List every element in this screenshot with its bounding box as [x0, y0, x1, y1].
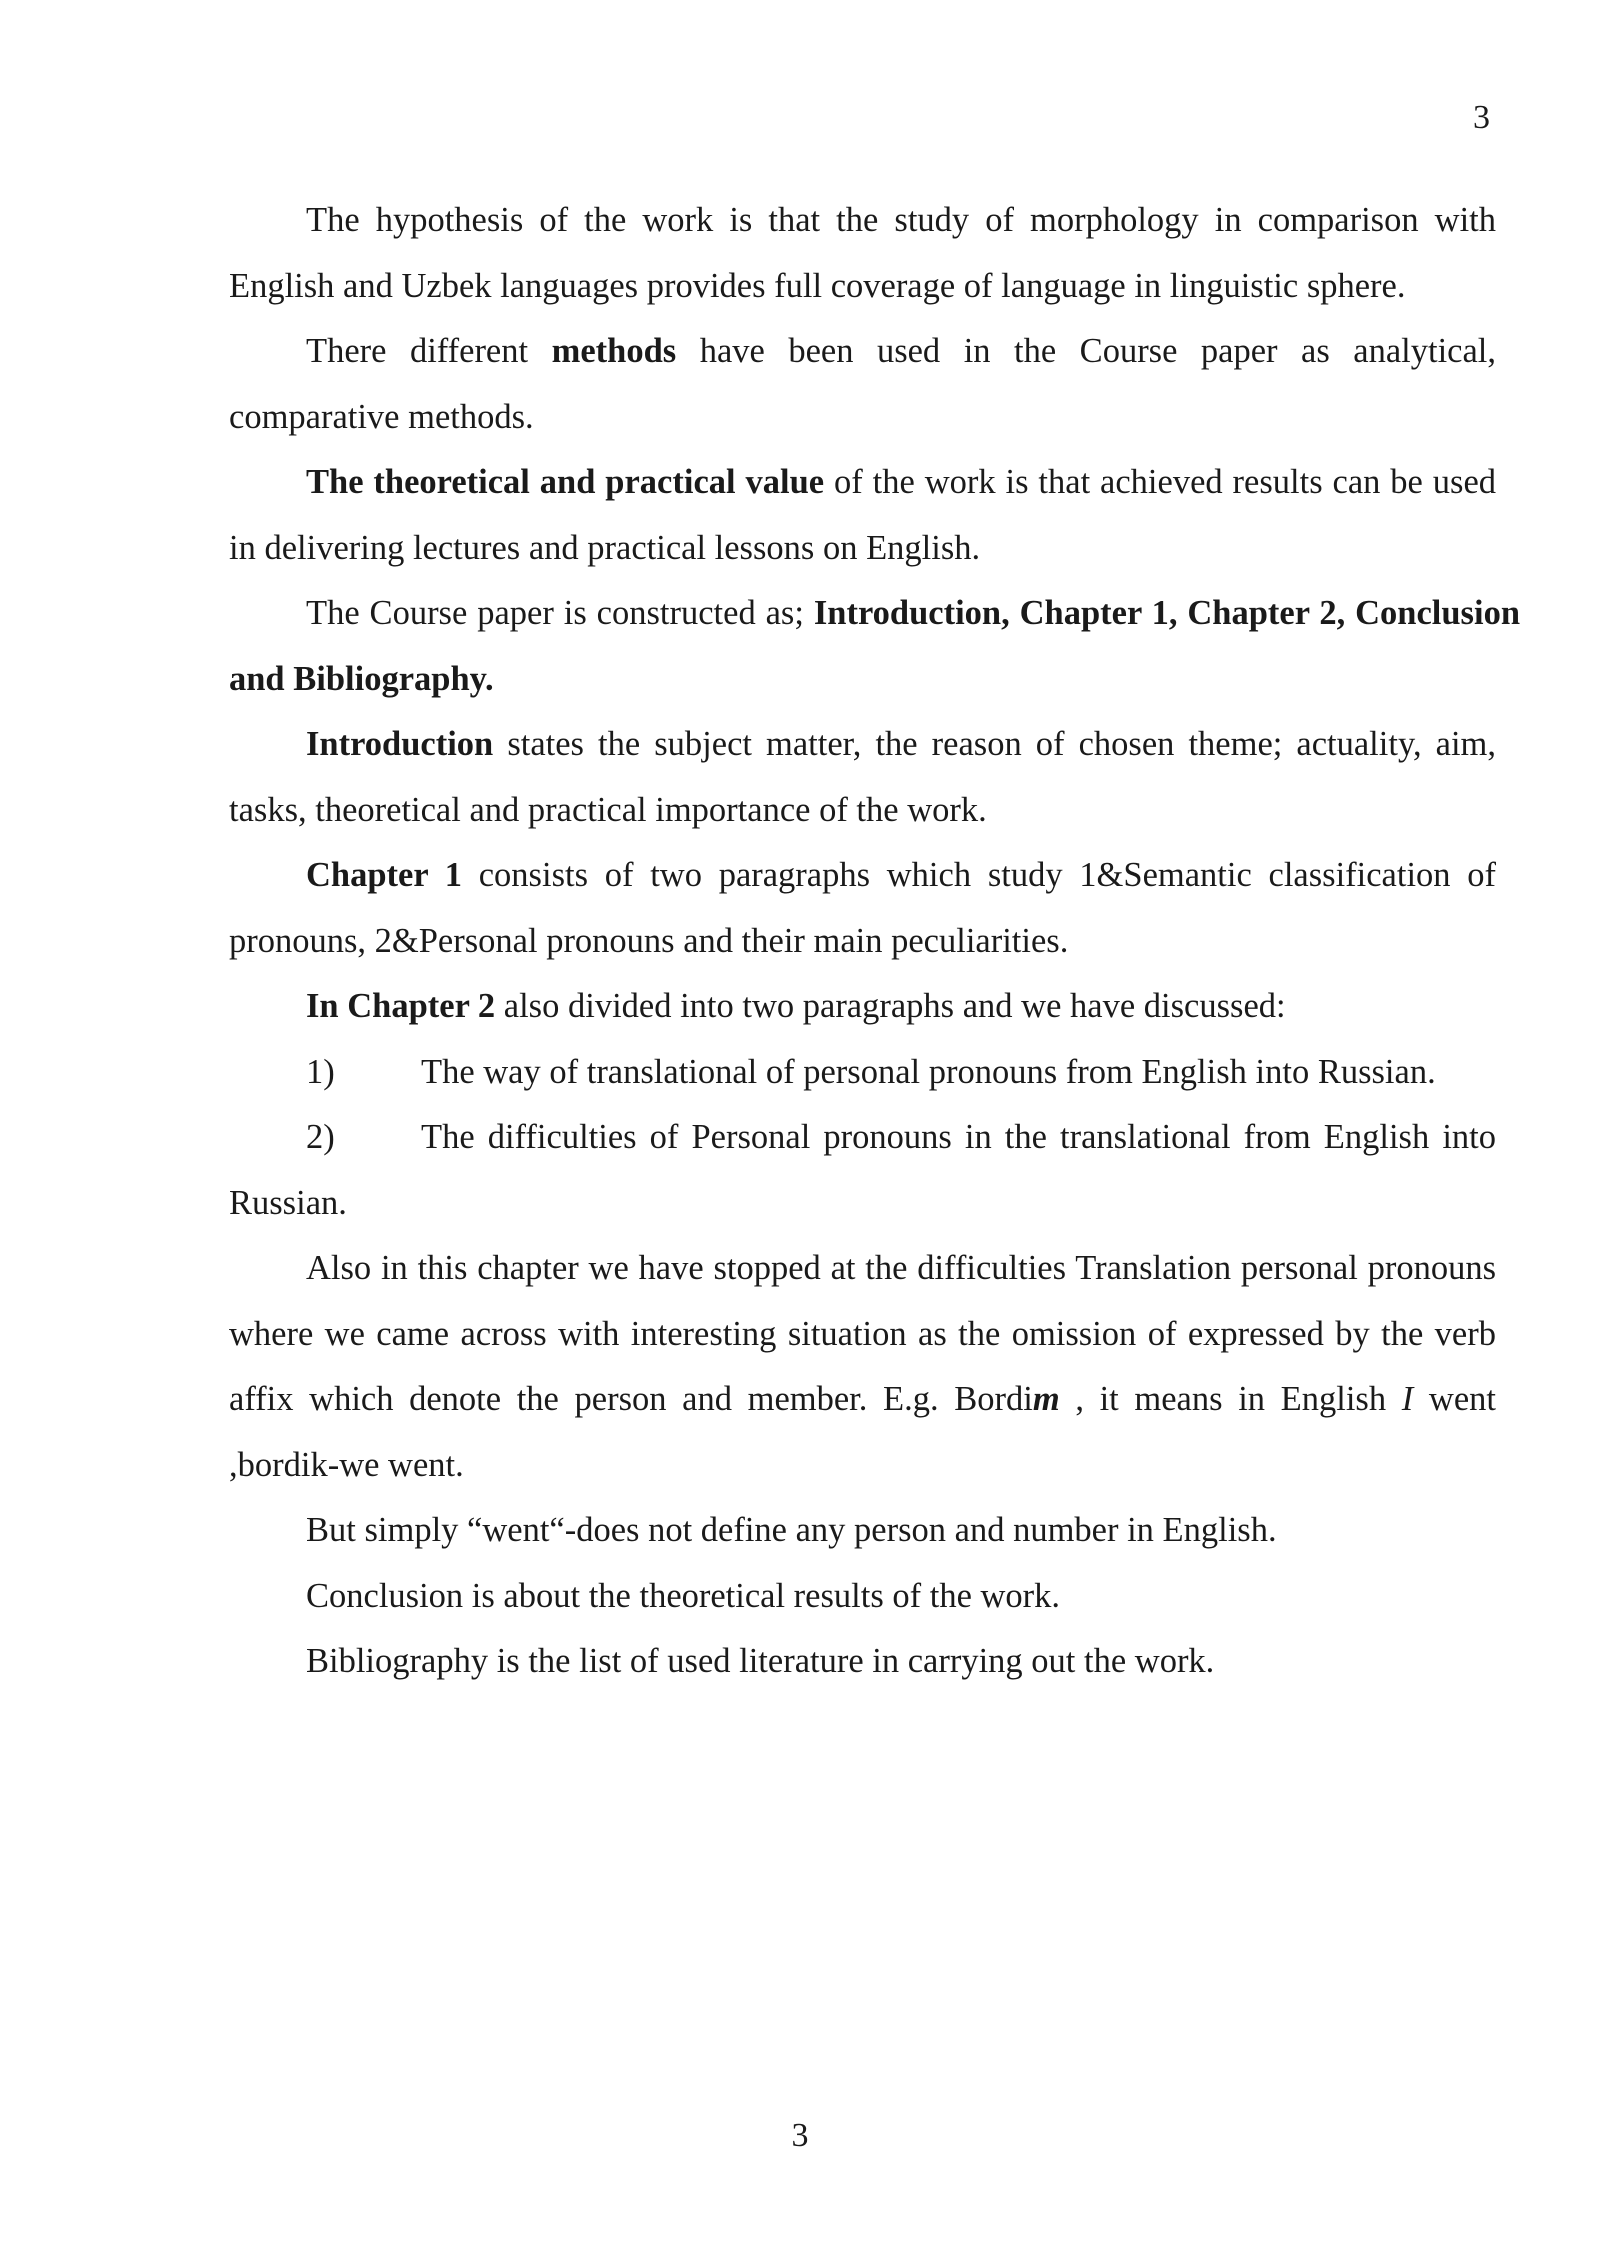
paragraph-chapter-2	[229, 974, 1496, 1040]
italic-run: I	[1401, 1380, 1414, 1418]
text-run: went ,bordik-we went.	[229, 1380, 1496, 1484]
paragraph-structure	[229, 581, 1520, 712]
list-item-text: The difficulties of Personal pronouns in the translational from English into Russian.	[229, 1118, 1496, 1222]
paragraph-conclusion: Conclusion is about the theoretical results of the work.	[306, 1576, 1061, 1615]
bold-italic-run: m	[1032, 1380, 1060, 1418]
list-item-text: The way of translational of personal pronouns from English into Russian.	[421, 1052, 1436, 1091]
bold-run: methods	[551, 332, 677, 370]
document-body	[229, 188, 1521, 1695]
text-run: of the work is that achieved results can be used in delivering lectures and practical lessons on English.	[229, 463, 1497, 567]
paragraph-hypothesis: The hypothesis of the work is that the study of morphology in comparison with English and Uzbek languages provides full coverage of language in linguistic sphere.	[229, 201, 1496, 305]
page-number-bottom: 3	[791, 2117, 809, 2154]
text-run: have been used in the Course paper as analytical, comparative methods.	[229, 332, 1496, 436]
paragraph-introduction	[229, 712, 1496, 843]
page-number-top: 3	[1473, 99, 1490, 136]
text-run: , it means in English	[1059, 1380, 1402, 1418]
bold-run: In Chapter 2	[306, 987, 496, 1025]
text-run: The Course paper is constructed as;	[306, 594, 814, 632]
text-run: consists of two paragraphs which study 1&Semantic classification of pronouns, 2&Personal pronouns and their main peculiarities.	[229, 856, 1496, 960]
list-item-1	[229, 1040, 1496, 1106]
text-run: states the subject matter, the reason of chosen theme; actuality, aim, tasks, theoretical and practical importance of the work.	[229, 725, 1496, 829]
paragraph-went: But simply “went“-does not define any person and number in English.	[306, 1511, 1277, 1549]
list-item-2	[229, 1105, 1496, 1236]
bold-run: Introduction	[306, 725, 494, 763]
text-run: also divided into two paragraphs and we have discussed:	[495, 987, 1286, 1025]
paragraph-methods	[229, 319, 1496, 450]
list-number: 1)	[306, 1052, 335, 1091]
paragraph-omission	[229, 1236, 1496, 1498]
list-number: 2)	[306, 1118, 335, 1156]
paragraph-chapter-1	[229, 843, 1496, 974]
paragraph-bibliography: Bibliography is the list of used literature in carrying out the work.	[306, 1642, 1215, 1680]
bold-run: Introduction, Chapter 1, Chapter 2, Conclusion and Bibliography.	[229, 594, 1521, 698]
bold-run: The theoretical and practical value	[306, 463, 825, 501]
text-run: Also in this chapter we have stopped at the difficulties Translation personal pronouns where we came across with interesting situation as the omission of expressed by the verb affix which denote the person and member. E.g. Bordi	[229, 1249, 1496, 1418]
bold-run: Chapter 1	[306, 856, 463, 894]
text-run: There different	[306, 332, 552, 370]
paragraph-value	[229, 450, 1496, 581]
